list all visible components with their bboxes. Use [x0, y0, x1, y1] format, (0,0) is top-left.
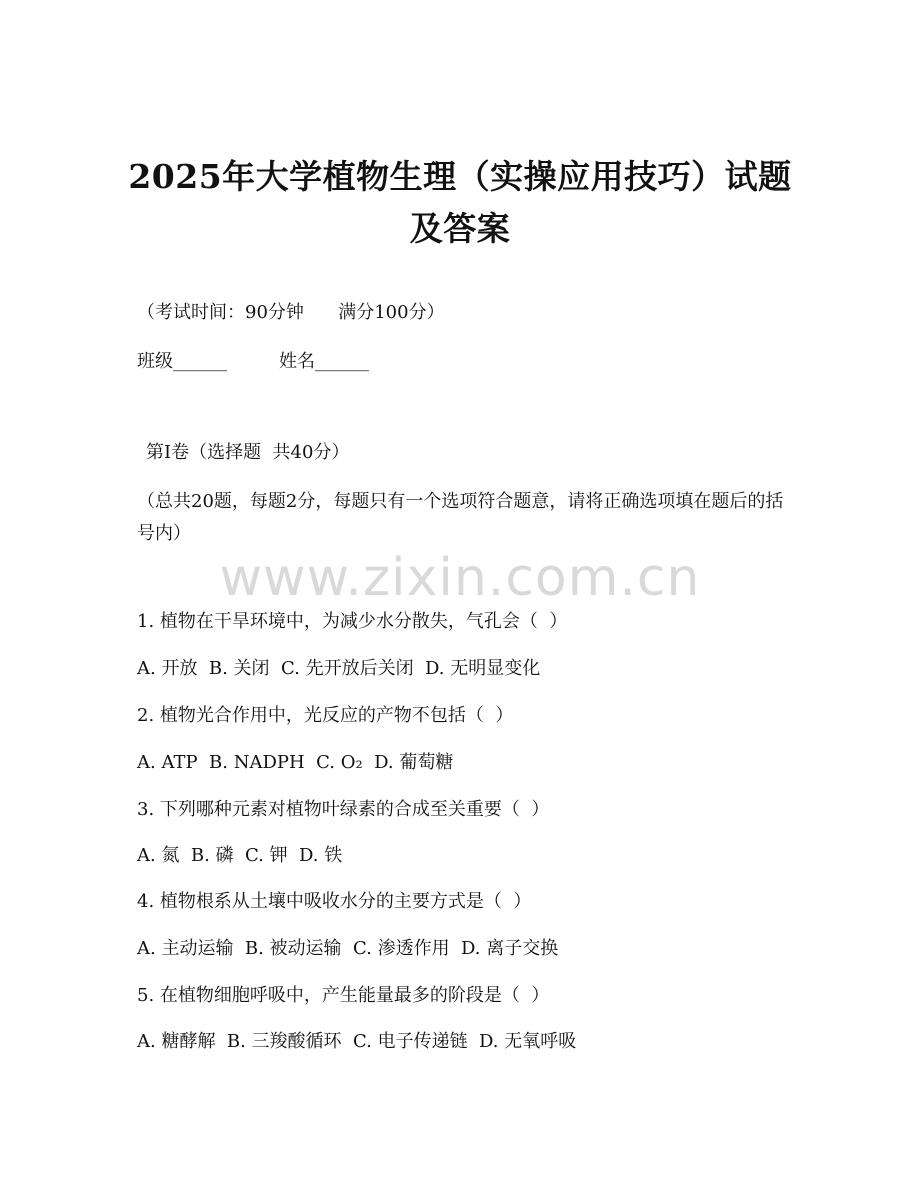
name-label: 姓名______ [279, 351, 369, 372]
section-heading: 第I卷（选择题 共40分） [146, 442, 350, 463]
question-2-stem: 2. 植物光合作用中，光反应的产物不包括（ ） [137, 705, 514, 726]
question-4-options: A. 主动运输 B. 被动运输 C. 渗透作用 D. 离子交换 [137, 938, 559, 959]
question-1-stem: 1. 植物在干旱环境中，为减少水分散失，气孔会（ ） [137, 611, 568, 632]
question-5-stem: 5. 在植物细胞呼吸中，产生能量最多的阶段是（ ） [137, 985, 550, 1006]
question-3-options: A. 氮 B. 磷 C. 钾 D. 铁 [137, 845, 343, 866]
question-2-options: A. ATP B. NADPH C. O₂ D. 葡萄糖 [137, 752, 454, 773]
question-5-options: A. 糖酵解 B. 三羧酸循环 C. 电子传递链 D. 无氧呼吸 [137, 1031, 577, 1052]
class-name-row [137, 349, 369, 375]
question-4-stem: 4. 植物根系从土壤中吸收水分的主要方式是（ ） [137, 891, 532, 912]
document-title-line-2: 及答案 [409, 209, 511, 248]
document-title-line-1: 2025年大学植物生理（实操应用技巧）试题 [128, 157, 792, 196]
watermark: www.zixin.com.cn [219, 548, 701, 608]
class-label: 班级______ [137, 351, 227, 372]
question-3-stem: 3. 下列哪种元素对植物叶绿素的合成至关重要（ ） [137, 799, 550, 820]
question-1-options: A. 开放 B. 关闭 C. 先开放后关闭 D. 无明显变化 [137, 658, 541, 679]
section-instructions: （总共20题，每题2分，每题只有一个选项符合题意，请将正确选项填在题后的括号内） [137, 491, 784, 544]
exam-info: （考试时间：90分钟 满分100分） [137, 302, 445, 323]
